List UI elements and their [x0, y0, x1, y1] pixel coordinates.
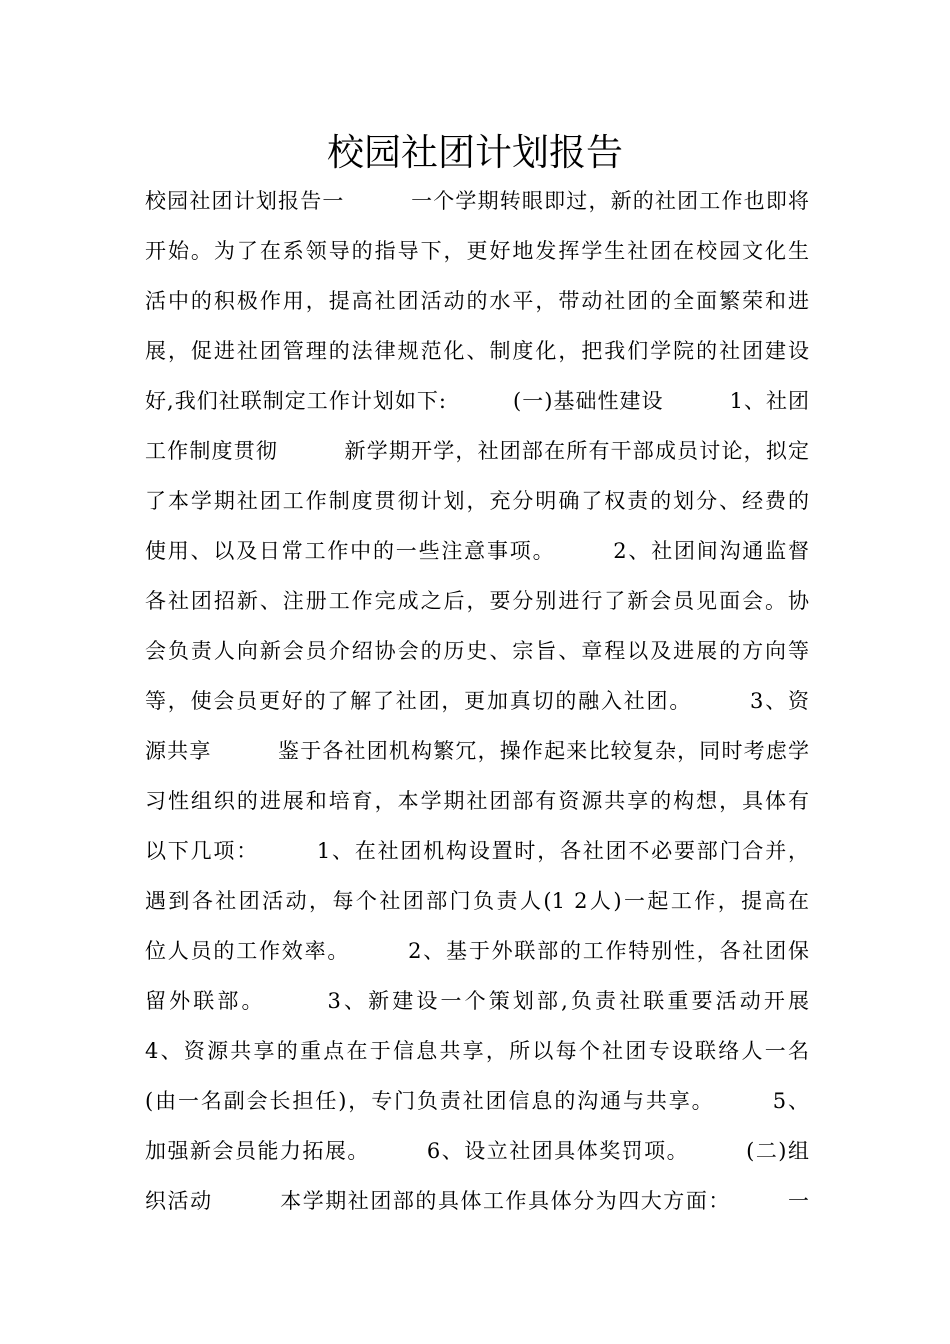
body-line: 遇到各社团活动，每个社团部门负责人(1 2人)一起工作，提高在	[145, 889, 809, 913]
body-line: 留外联部。 3、新建设一个策划部,负责社联重要活动开展	[145, 989, 809, 1013]
document-body	[145, 176, 809, 1226]
body-line: 会负责人向新会员介绍协会的历史、宗旨、章程以及进展的方向等	[145, 639, 809, 663]
body-line: 织活动 本学期社团部的具体工作具体分为四大方面： 一	[145, 1189, 809, 1213]
body-line: 源共享 鉴于各社团机构繁冗，操作起来比较复杂，同时考虑学	[145, 739, 809, 763]
body-line: 加强新会员能力拓展。 6、设立社团具体奖罚项。 (二)组	[145, 1139, 809, 1163]
body-line: 开始。为了在系领导的指导下，更好地发挥学生社团在校园文化生	[145, 239, 809, 263]
body-line: 等，使会员更好的了解了社团，更加真切的融入社团。 3、资	[145, 689, 809, 713]
body-line: 各社团招新、注册工作完成之后，要分别进行了新会员见面会。协	[145, 589, 809, 613]
body-line: 习性组织的进展和培育，本学期社团部有资源共享的构想，具体有	[145, 789, 809, 813]
body-line: 好,我们社联制定工作计划如下: (一)基础性建设 1、社团	[145, 389, 809, 413]
body-line: 展，促进社团管理的法律规范化、制度化，把我们学院的社团建设	[145, 339, 809, 363]
body-line: 活中的积极作用，提高社团活动的水平，带动社团的全面繁荣和进	[145, 289, 809, 313]
body-line: 4、资源共享的重点在于信息共享，所以每个社团专设联络人一名	[145, 1039, 809, 1063]
document-title: 校园社团计划报告	[327, 131, 623, 174]
body-line: 工作制度贯彻 新学期开学，社团部在所有干部成员讨论，拟定	[145, 439, 809, 463]
body-line: 位人员的工作效率。 2、基于外联部的工作特别性，各社团保	[145, 939, 809, 963]
body-line: 以下几项： 1、在社团机构设置时，各社团不必要部门合并，	[145, 839, 809, 863]
body-line: 校园社团计划报告一 一个学期转眼即过，新的社团工作也即将	[145, 189, 809, 213]
body-line: 使用、以及日常工作中的一些注意事项。 2、社团间沟通监督	[145, 539, 809, 563]
body-line: (由一名副会长担任)，专门负责社团信息的沟通与共享。 5、	[145, 1089, 809, 1113]
body-line: 了本学期社团工作制度贯彻计划，充分明确了权责的划分、经费的	[145, 489, 809, 513]
